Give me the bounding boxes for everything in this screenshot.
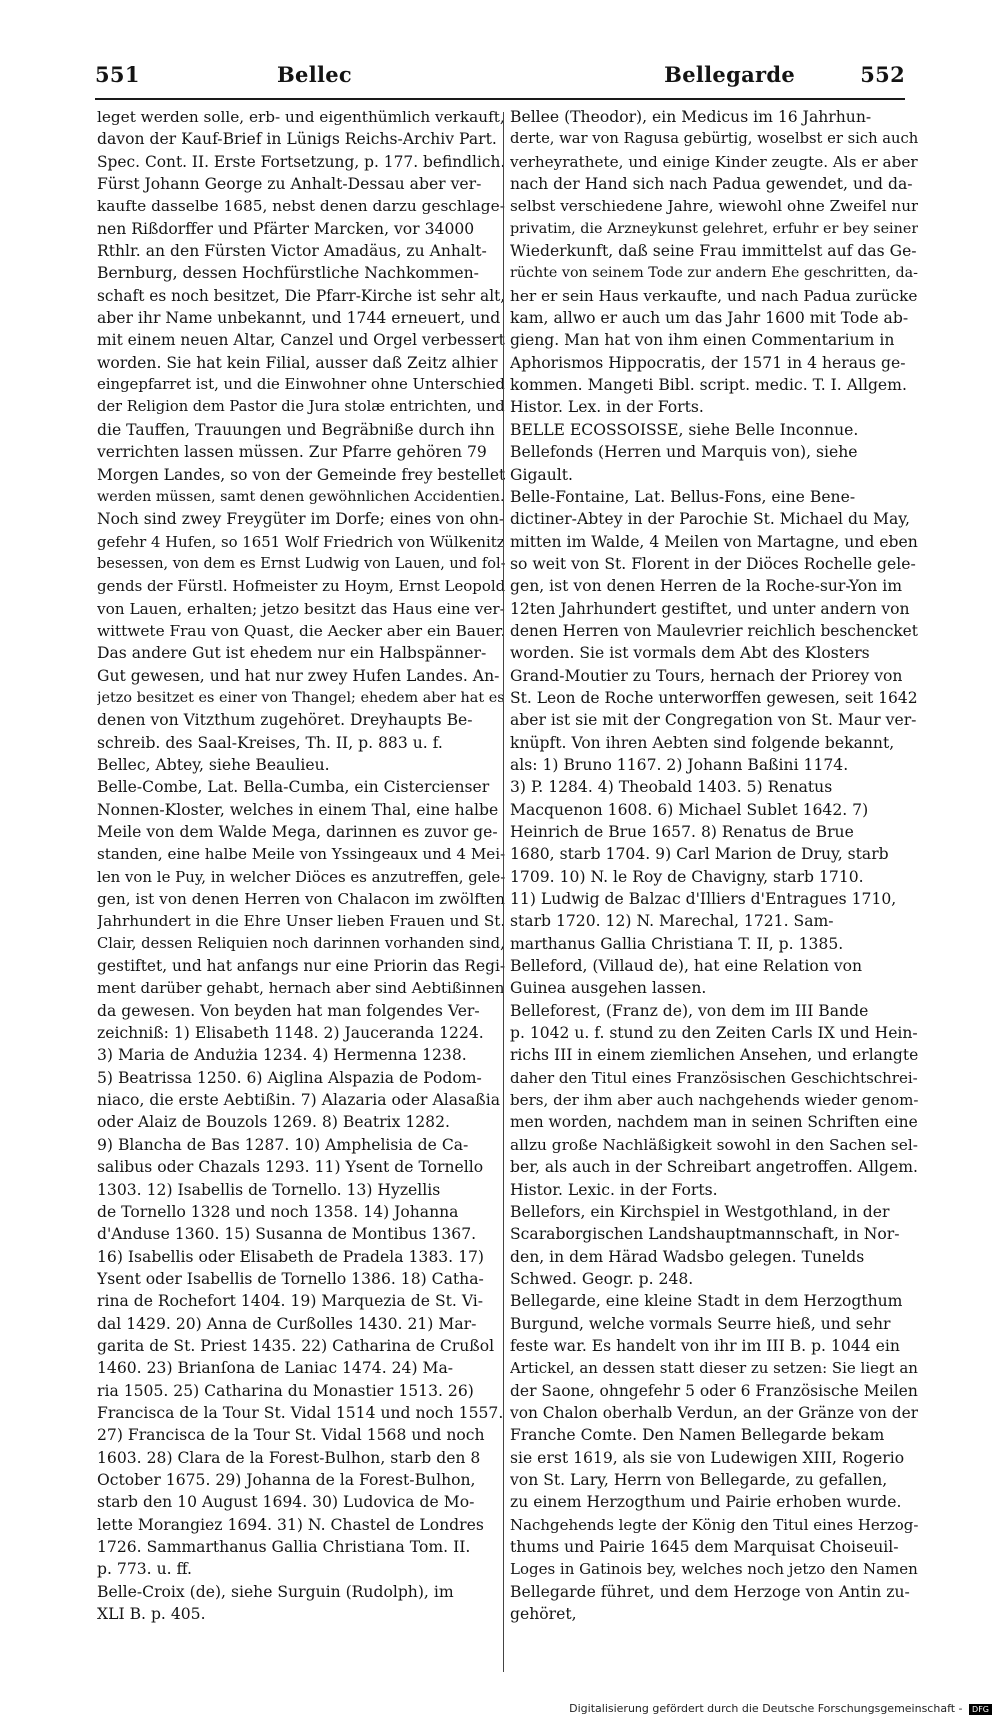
text-line: Bellefors, ein Kirchspiel in Westgothland, in der [510,1202,890,1221]
text-line: zu einem Herzogthum und Pairie erhoben wurde. [510,1493,902,1512]
text-line: 1709. 10) N. le Roy de Chavigny, starb 1710. [510,867,864,886]
text-line: 27) Francisca de la Tour St. Vidal 1568 und noch [97,1426,485,1445]
text-line: men worden, nachdem man in seinen Schriften eine [510,1113,918,1132]
text-line: October 1675. 29) Johanna de la Forest-Bulhon, [97,1470,476,1489]
text-line: Guinea ausgehen lassen. [510,979,707,998]
text-line: gends der Fürstl. Hofmeister zu Hoym, Ernst Leopold [97,577,505,596]
dfg-logo: DFG [969,1704,992,1715]
text-line: bers, der ihm aber auch nachgehends wieder genom- [510,1091,918,1110]
right-column [510,106,918,1625]
text-line: rina de Rochefort 1404. 19) Marquezia de St. Vi- [97,1292,484,1311]
text-line: davon der Kauf-Brief in Lünigs Reichs-Archiv Part. [97,130,497,149]
text-line: Belle-Croix (de), siehe Surguin (Rudolph), im [97,1582,454,1601]
text-line: Jahrhundert in die Ehre Unser lieben Frauen und St. [97,912,505,931]
text-line: 1603. 28) Clara de la Forest-Bulhon, starb den 8 [97,1448,481,1467]
column-divider [503,112,504,1672]
text-line: thums und Pairie 1645 dem Marquisat Choiseuil- [510,1538,899,1556]
text-line: Nachgehends legte der König den Titul eines Herzog- [510,1515,918,1534]
text-line: die Tauffen, Trauungen und Begräbniße durch ihn [97,420,495,439]
text-line: rüchte von seinem Tode zur andern Ehe geschritten, da- [510,265,918,282]
text-line: Bellegarde, eine kleine Stadt in dem Herzogthum [510,1292,903,1311]
text-line: verheyrathete, und einige Kinder zeugte. Als er aber [510,152,918,171]
text-line: mit einem neuen Altar, Canzel und Orgel verbessert [97,331,505,350]
text-line: lette Morangiez 1694. 31) N. Chastel de Londres [97,1515,484,1534]
text-line: garita de St. Priest 1435. 22) Catharina de Crußol [97,1336,495,1355]
text-line: Noch sind zwey Freygüter im Dorfe; eines von ohn- [97,510,505,529]
text-line: von Chalon oberhalb Verdun, an der Gränze von der [510,1403,918,1422]
text-line: eingepfarret ist, und die Einwohner ohne Unterschied [97,376,505,394]
text-line: sie erst 1619, als sie von Ludewigen XIII, Rogerio [510,1448,905,1467]
text-line: Bernburg, dessen Hochfürstliche Nachkommen- [97,264,479,283]
text-line: 3) Maria de Andużia 1234. 4) Hermenna 1238. [97,1046,467,1065]
text-line: gen, ist von denen Herren de la Roche-sur-Yon im [510,577,902,596]
text-line: standen, eine halbe Meile von Yssingeaux und 4 Mei- [97,845,505,864]
text-line: kommen. Mangeti Bibl. script. medic. T. I. Allgem. [510,376,907,395]
text-line: Belle-Combe, Lat. Bella-Cumba, ein Cistercienser [97,778,490,797]
text-line: Schwed. Geogr. p. 248. [510,1269,694,1288]
text-line: d'Anduse 1360. 15) Susanna de Montibus 1367. [97,1225,477,1244]
text-line: Grand-Moutier zu Tours, hernach der Priorey von [510,666,903,685]
page-number-left: 551 [95,62,140,87]
text-line: der Saone, ohngefehr 5 oder 6 Französische Meilen [510,1381,918,1400]
text-line: worden. Sie hat kein Filial, ausser daß Zeitz alhier [97,353,498,372]
text-line: Bellefonds (Herren und Marquis von), siehe [510,443,858,462]
text-line: Fürst Johann George zu Anhalt-Dessau aber ver- [97,175,482,194]
text-line: kam, allwo er auch um das Jahr 1600 mit Tode ab- [510,309,909,328]
text-line: 16) Isabellis oder Elisabeth de Pradela 1383. 17) [97,1247,485,1266]
text-line: 3) P. 1284. 4) Theobald 1403. 5) Renatus [510,778,833,797]
text-line: Meile von dem Walde Mega, darinnen es zuvor ge- [97,823,498,841]
text-line: gefehr 4 Hufen, so 1651 Wolf Friedrich von Wülkenitz [97,532,505,551]
text-line: Gigault. [510,465,573,484]
text-line: gen, ist von denen Herren von Chalacon im zwölften [97,890,505,909]
text-line: Bellee (Theodor), ein Medicus im 16 Jahrhun- [510,108,872,126]
text-line: werden müssen, samt denen gewöhnlichen Accidentien. [97,488,505,505]
text-line: so weit von St. Florent in der Diöces Rochelle gele- [510,554,916,573]
text-line: gehöret, [510,1605,577,1624]
text-line: Gut gewesen, und hat nur zwey Hufen Landes. An- [97,666,500,685]
text-line: BELLE ECOSSOISSE, siehe Belle Inconnue. [510,420,859,439]
text-line: privatim, die Arzneykunst gelehret, erfuhr er bey seiner [510,220,918,237]
text-line: Scaraborgischen Landshauptmannschaft, in Nor- [510,1225,900,1244]
text-line: p. 773. u. ff. [97,1560,193,1579]
text-line: Das andere Gut ist ehedem nur ein Halbspänner- [97,644,487,663]
text-line: starb den 10 August 1694. 30) Ludovica de Mo- [97,1493,475,1512]
text-line: schaft es noch besitzet, Die Pfarr-Kirche ist sehr alt, [97,286,505,305]
text-line: allzu große Nachläßigkeit sowohl in den Sachen sel- [510,1135,918,1154]
text-line: p. 1042 u. f. stund zu den Zeiten Carls IX und Hein- [510,1024,918,1043]
text-line: Bellegarde führet, und dem Herzoge von Antin zu- [510,1582,910,1601]
text-line: feste war. Es handelt von ihr im III B. p. 1044 ein [510,1336,900,1355]
text-line: gestiftet, und hat anfangs nur eine Priorin das Regi- [97,957,505,976]
text-line: jetzo besitzet es einer von Thangel; ehedem aber hat es [97,689,505,706]
text-line: Wiederkunft, daß seine Frau immittelst auf das Ge- [510,242,917,261]
text-line: XLI B. p. 405. [97,1605,206,1624]
text-line: Histor. Lex. in der Forts. [510,398,704,417]
left-column [97,106,505,1625]
text-line: gieng. Man hat von ihm einen Commentarium in [510,331,895,350]
text-line: Loges in Gatinois bey, welches noch jetzo den Namen [510,1560,918,1579]
text-line: ment darüber gehabt, hernach aber sind Aebtißinnen [97,979,505,998]
text-line: 1726. Sammarthanus Gallia Christiana Tom. II. [97,1538,471,1556]
text-line: den, in dem Härad Wadsbo gelegen. Tunelds [510,1247,865,1266]
text-line: starb 1720. 12) N. Marechal, 1721. Sam- [510,912,834,931]
text-line: de Tornello 1328 und noch 1358. 14) Johanna [97,1202,459,1221]
text-line: derte, war von Ragusa gebürtig, woselbst er sich auch [510,130,918,148]
text-line: daher den Titul eines Französischen Geschichtschrei- [510,1068,918,1087]
text-line: dal 1429. 20) Anna de Curßolles 1430. 21) Mar- [97,1314,477,1333]
text-line: Rthlr. an den Fürsten Victor Amadäus, zu Anhalt- [97,242,487,261]
text-line: 12ten Jahrhundert gestiftet, und unter andern von [510,599,910,618]
text-line: wittwete Frau von Quast, die Aecker aber ein Bauer. [97,621,505,640]
text-line: verrichten lassen müssen. Zur Pfarre gehören 79 [97,443,487,462]
text-line: ber, als auch in der Schreibart angetroffen. Allgem. [510,1158,918,1177]
text-line: Spec. Cont. II. Erste Fortsetzung, p. 177. befindlich. [97,152,505,171]
text-line: zeichniß: 1) Elisabeth 1148. 2) Jauceranda 1224. [97,1024,484,1043]
text-line: dictiner-Abtey in der Parochie St. Michael du May, [510,510,910,529]
text-line: Franche Comte. Den Namen Bellegarde bekam [510,1426,885,1445]
text-line: nach der Hand sich nach Padua gewendet, und da- [510,175,913,194]
text-line: nen Rißdorffer und Pfärter Marcken, vor 34000 [97,219,475,238]
text-line: aber ist sie mit der Congregation von St. Maur ver- [510,711,917,730]
text-line: denen von Vitzthum zugehöret. Dreyhaupts Be- [97,711,473,730]
page-header [95,62,905,98]
text-line: ria 1505. 25) Catharina du Monastier 1513. 26) [97,1381,474,1400]
text-line: worden. Sie ist vormals dem Abt des Klosters [510,644,870,663]
text-line: Nonnen-Kloster, welches in einem Thal, eine halbe [97,800,499,819]
text-line: Burgund, welche vormals Seurre hieß, und sehr [510,1314,891,1333]
text-line: Heinrich de Brue 1657. 8) Renatus de Brue [510,823,854,841]
text-line: Macquenon 1608. 6) Michael Sublet 1642. 7) [510,800,869,819]
text-line: 11) Ludwig de Balzac d'Illiers d'Entragues 1710, [510,890,897,909]
text-line: 1680, starb 1704. 9) Carl Marion de Druy, starb [510,845,889,864]
text-line: der Religion dem Pastor die Jura stolæ entrichten, und [97,398,505,416]
text-line: mitten im Walde, 4 Meilen von Martagne, und eben [510,532,918,551]
text-line: knüpft. Von ihren Aebten sind folgende bekannt, [510,733,895,752]
text-line: Clair, dessen Reliquien noch darinnen vorhanden sind, [97,934,505,952]
text-line: als: 1) Bruno 1167. 2) Johann Baßini 1174. [510,755,849,774]
text-line: Histor. Lexic. in der Forts. [510,1180,718,1199]
text-line: Morgen Landes, so von der Gemeinde frey bestellet [97,465,505,484]
text-line: niaco, die erste Aebtißin. 7) Alazaria oder Alasaßia [97,1091,501,1110]
page-number-right: 552 [860,62,905,87]
footer-text: Digitalisierung gefördert durch die Deutsche Forschungsgemeinschaft - [569,1702,963,1715]
text-line: len von le Puy, in welcher Diöces es anzutreffen, gele- [97,867,505,886]
text-line: oder Alaiz de Bouzols 1269. 8) Beatrix 1282. [97,1113,450,1132]
text-line: Ysent oder Isabellis de Tornello 1386. 18) Catha- [97,1269,484,1288]
text-line: denen Herren von Maulevrier reichlich beschencket [510,621,918,640]
text-line: kaufte dasselbe 1685, nebst denen darzu geschlage- [97,197,505,216]
text-line: von Lauen, erhalten; jetzo besitzt das Haus eine ver- [97,599,505,618]
text-line: schreib. des Saal-Kreises, Th. II, p. 883 u. f. [97,733,443,752]
text-line: Belleford, (Villaud de), hat eine Relation von [510,957,863,976]
text-line: 1303. 12) Isabellis de Tornello. 13) Hyzellis [97,1180,441,1199]
text-line: 1460. 23) Brianſona de Laniac 1474. 24) Ma- [97,1359,454,1378]
header-rule [95,98,905,100]
text-line: salibus oder Chazals 1293. 11) Ysent de Tornello [97,1158,484,1177]
text-line: 5) Beatrissa 1250. 6) Aiglina Alspazia de Podom- [97,1068,482,1087]
text-line: Aphorismos Hippocratis, der 1571 in 4 heraus ge- [510,353,906,372]
text-line: richs III in einem ziemlichen Ansehen, und erlangte [510,1046,918,1065]
text-line: leget werden solle, erb- und eigenthümlich verkauft, [97,108,505,126]
running-head-left: Bellec [277,62,353,87]
text-line: 9) Blancha de Bas 1287. 10) Amphelisia de Ca- [97,1135,469,1154]
digitization-footer [569,1702,992,1715]
text-line: da gewesen. Von beyden hat man folgendes Ver- [97,1001,480,1020]
text-line: aber ihr Name unbekannt, und 1744 erneuert, und [97,309,501,328]
text-line: selbst verschiedene Jahre, wiewohl ohne Zweifel nur [510,197,918,216]
text-line: von St. Lary, Herrn von Bellegarde, zu gefallen, [510,1470,888,1489]
text-line: Belle-Fontaine, Lat. Bellus-Fons, eine Bene- [510,487,856,506]
text-line: her er sein Haus verkaufte, und nach Padua zurücke [510,286,918,305]
running-head-right: Bellegarde [664,62,795,87]
text-line: marthanus Gallia Christiana T. II, p. 1385. [510,934,844,953]
text-line: St. Leon de Roche unterworffen gewesen, seit 1642 [510,688,918,707]
text-line: Artickel, an dessen statt dieser zu setzen: Sie liegt an [510,1359,918,1378]
text-line: Francisca de la Tour St. Vidal 1514 und noch 1557. [97,1403,504,1422]
text-line: Bellec, Abtey, siehe Beaulieu. [97,755,330,774]
text-line: Belleforest, (Franz de), von dem im III Bande [510,1001,869,1020]
text-line: besessen, von dem es Ernst Ludwig von Lauen, und fol- [97,555,505,572]
